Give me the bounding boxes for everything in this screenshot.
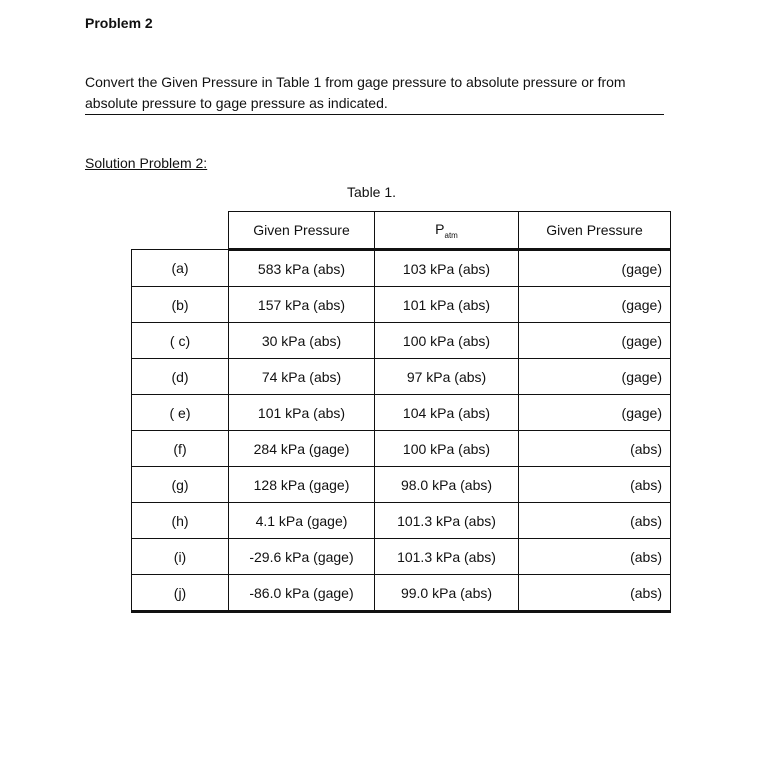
header-patm	[375, 212, 519, 250]
table-row	[132, 359, 671, 395]
row-label: (i)	[132, 539, 229, 575]
target-pressure-cell: (abs)	[519, 431, 671, 467]
given-pressure-cell: -29.6 kPa (gage)	[229, 539, 375, 575]
table-caption: Table 1.	[347, 184, 397, 200]
target-pressure-cell: (gage)	[519, 250, 671, 287]
table-row	[132, 467, 671, 503]
row-label: (f)	[132, 431, 229, 467]
patm-cell: 104 kPa (abs)	[375, 395, 519, 431]
given-pressure-cell: 4.1 kPa (gage)	[229, 503, 375, 539]
target-pressure-cell: (gage)	[519, 395, 671, 431]
row-label: (j)	[132, 575, 229, 612]
target-pressure-cell: (gage)	[519, 323, 671, 359]
header-blank	[132, 212, 229, 250]
given-pressure-cell: 157 kPa (abs)	[229, 287, 375, 323]
table-row	[132, 503, 671, 539]
target-pressure-cell: (gage)	[519, 287, 671, 323]
header-patm-sub: atm	[444, 230, 458, 240]
row-label: (g)	[132, 467, 229, 503]
patm-cell: 103 kPa (abs)	[375, 250, 519, 287]
patm-cell: 101.3 kPa (abs)	[375, 539, 519, 575]
header-patm-main: P	[435, 220, 445, 237]
row-label: (d)	[132, 359, 229, 395]
table-row	[132, 575, 671, 612]
table-row	[132, 395, 671, 431]
solution-label: Solution Problem 2:	[85, 155, 208, 171]
target-pressure-cell: (abs)	[519, 503, 671, 539]
patm-cell: 97 kPa (abs)	[375, 359, 519, 395]
statement-divider	[85, 114, 664, 115]
pressure-table	[131, 211, 671, 613]
table-row	[132, 539, 671, 575]
table-row	[132, 287, 671, 323]
row-label: (b)	[132, 287, 229, 323]
patm-cell: 101.3 kPa (abs)	[375, 503, 519, 539]
target-pressure-cell: (abs)	[519, 539, 671, 575]
problem-statement: Convert the Given Pressure in Table 1 from gage pressure to absolute pressure or from absolute pressure to gage pressure as indicated.	[85, 74, 626, 111]
target-pressure-cell: (abs)	[519, 467, 671, 503]
row-label: (a)	[132, 250, 229, 287]
row-label: (h)	[132, 503, 229, 539]
target-pressure-cell: (abs)	[519, 575, 671, 612]
given-pressure-cell: 284 kPa (gage)	[229, 431, 375, 467]
given-pressure-cell: 30 kPa (abs)	[229, 323, 375, 359]
table-row	[132, 431, 671, 467]
given-pressure-cell: 128 kPa (gage)	[229, 467, 375, 503]
row-label: ( e)	[132, 395, 229, 431]
patm-cell: 98.0 kPa (abs)	[375, 467, 519, 503]
patm-cell: 99.0 kPa (abs)	[375, 575, 519, 612]
given-pressure-cell: 101 kPa (abs)	[229, 395, 375, 431]
given-pressure-cell: 74 kPa (abs)	[229, 359, 375, 395]
problem-heading: Problem 2	[85, 15, 153, 31]
given-pressure-cell: -86.0 kPa (gage)	[229, 575, 375, 612]
header-target-pressure: Given Pressure	[519, 212, 671, 250]
patm-cell: 101 kPa (abs)	[375, 287, 519, 323]
patm-cell: 100 kPa (abs)	[375, 431, 519, 467]
table-row	[132, 250, 671, 287]
target-pressure-cell: (gage)	[519, 359, 671, 395]
patm-cell: 100 kPa (abs)	[375, 323, 519, 359]
row-label: ( c)	[132, 323, 229, 359]
table-row	[132, 323, 671, 359]
header-given-pressure: Given Pressure	[229, 212, 375, 250]
table-header-row	[132, 212, 671, 250]
given-pressure-cell: 583 kPa (abs)	[229, 250, 375, 287]
